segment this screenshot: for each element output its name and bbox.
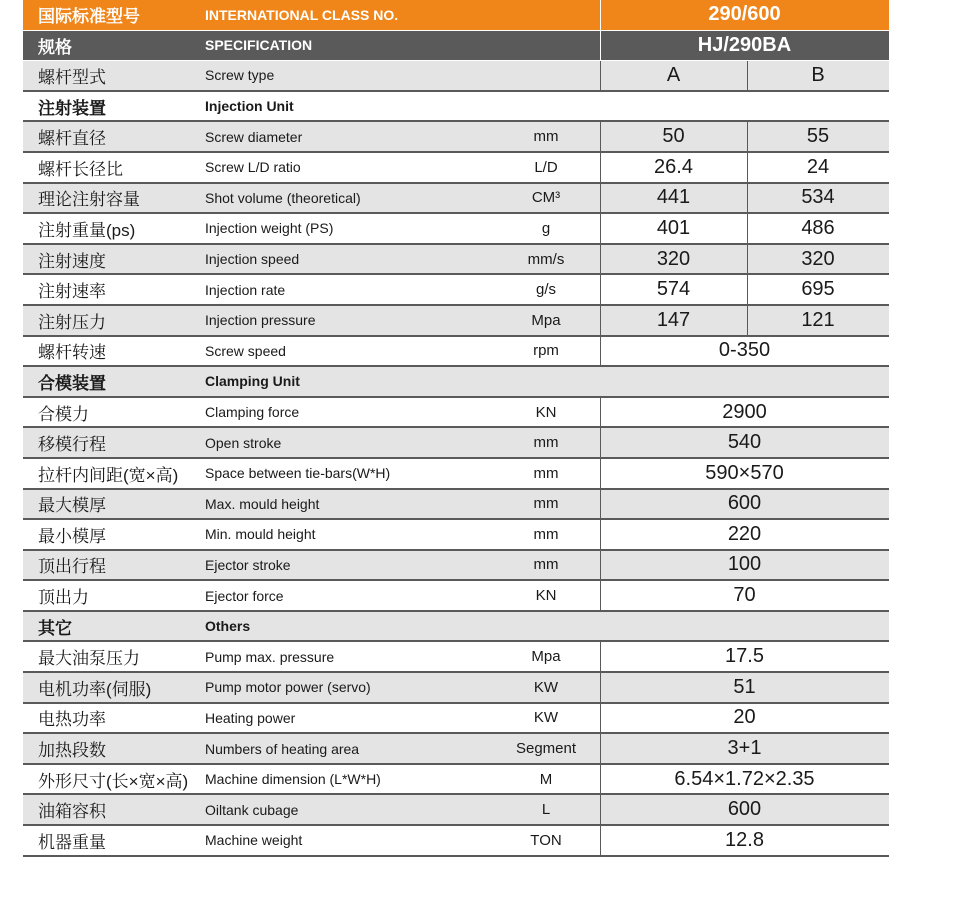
- row-label-en: Machine weight: [205, 832, 303, 849]
- table-row: [23, 214, 889, 245]
- row-value-b: 534: [801, 186, 835, 209]
- row-value-a: 320: [656, 247, 691, 270]
- table-row: [23, 122, 889, 153]
- table-row: [23, 795, 889, 826]
- row-label-cn: 加热段数: [38, 741, 106, 761]
- row-label-cn: 注射速度: [38, 251, 106, 271]
- row-value-b: 695: [801, 278, 835, 301]
- row-label-en: Min. mould height: [205, 526, 316, 543]
- row-label-cn: 顶出行程: [38, 557, 106, 577]
- row-label-en: Numbers of heating area: [205, 740, 360, 757]
- row-unit: L/D: [534, 158, 558, 176]
- row-label-cn: 螺杆型式: [38, 67, 106, 87]
- row-label-en: Screw diameter: [205, 128, 303, 145]
- row-value: 70: [733, 584, 756, 607]
- row-value-a: 401: [656, 216, 691, 239]
- row-value: 600: [727, 492, 762, 515]
- row-value: 220: [727, 522, 762, 545]
- row-label-cn: 移模行程: [38, 435, 106, 455]
- spec-value: HJ/290BA: [697, 33, 792, 56]
- row-value: 100: [727, 553, 762, 576]
- table-row: [23, 765, 889, 796]
- row-value: 12.8: [725, 828, 764, 851]
- row-value: 17.5: [725, 645, 764, 668]
- row-label-en: Space between tie-bars(W*H): [205, 465, 391, 482]
- row-value-a: 50: [662, 125, 685, 148]
- row-unit: Mpa: [531, 648, 561, 666]
- row-label-cn: 注射速率: [38, 282, 106, 302]
- table-row: [23, 642, 889, 673]
- row-unit: KN: [535, 587, 557, 605]
- class-value: 290/600: [708, 3, 781, 26]
- table-row: [23, 398, 889, 429]
- row-label-en: Injection rate: [205, 281, 286, 298]
- row-label-cn: 电热功率: [38, 710, 106, 730]
- header-row-spec: [23, 31, 889, 62]
- row-value: 590×570: [705, 461, 784, 484]
- screw-type-b: B: [811, 63, 825, 86]
- spec-label-en: SPECIFICATION: [205, 37, 313, 54]
- row-label-cn: 注射压力: [38, 312, 106, 332]
- row-label-cn: 螺杆转速: [38, 343, 106, 363]
- row-unit: rpm: [533, 342, 559, 360]
- section-header: [23, 612, 889, 643]
- row-value: 0-350: [718, 339, 771, 362]
- row-unit: mm: [533, 434, 559, 452]
- table-row: [23, 306, 889, 337]
- table-row: [23, 520, 889, 551]
- row-label-cn: 最小模厚: [38, 526, 106, 546]
- row-label-en: Injection speed: [205, 251, 300, 268]
- row-unit: Mpa: [531, 311, 561, 329]
- row-label-cn: 外形尺寸(长×宽×高): [38, 771, 189, 791]
- table-row: [23, 275, 889, 306]
- row-label-en: Screw type: [205, 67, 275, 84]
- table-row: [23, 581, 889, 612]
- row-label-en: Machine dimension (L*W*H): [205, 771, 381, 788]
- row-value-b: 121: [801, 308, 835, 331]
- row-label-en: Heating power: [205, 709, 296, 726]
- row-label-cn: 合模力: [38, 404, 89, 424]
- table-row: [23, 734, 889, 765]
- row-unit: CM³: [531, 189, 561, 207]
- row-value: 6.54×1.72×2.35: [674, 767, 815, 790]
- row-unit: mm: [533, 556, 559, 574]
- section-header: [23, 367, 889, 398]
- table-row: [23, 428, 889, 459]
- row-label-en: Ejector force: [205, 587, 284, 604]
- table-row: [23, 490, 889, 521]
- row-unit: mm: [533, 495, 559, 513]
- header-row-class: [23, 0, 889, 31]
- row-value-b: 24: [806, 155, 830, 178]
- table-row: [23, 704, 889, 735]
- row-label-en: Open stroke: [205, 434, 282, 451]
- row-label-en: Injection weight (PS): [205, 220, 334, 237]
- row-value-a: 26.4: [654, 155, 693, 178]
- row-label-cn: 螺杆长径比: [38, 159, 123, 179]
- table-row: [23, 459, 889, 490]
- row-label-en: Injection pressure: [205, 312, 316, 329]
- screw-type-a: A: [666, 63, 681, 86]
- section-title-en: Others: [205, 618, 251, 635]
- row-label-cn: 注射重量(ps): [38, 220, 136, 240]
- table-row: [23, 245, 889, 276]
- class-label-en: INTERNATIONAL CLASS NO.: [205, 6, 399, 23]
- row-label-cn: 螺杆直径: [38, 129, 106, 149]
- row-label-en: Pump motor power (servo): [205, 679, 371, 696]
- row-value-a: 574: [656, 278, 691, 301]
- row-value: 540: [727, 431, 762, 454]
- row-unit: g/s: [535, 281, 556, 299]
- row-unit: KW: [533, 678, 559, 696]
- section-title-cn: 合模装置: [38, 373, 106, 393]
- table-row: [23, 551, 889, 582]
- row-label-cn: 电机功率(伺服): [38, 679, 152, 699]
- spec-label-cn: 规格: [38, 37, 72, 57]
- table-row: [23, 673, 889, 704]
- row-label-en: Screw L/D ratio: [205, 159, 301, 176]
- row-value: 3+1: [727, 737, 762, 760]
- row-unit: mm: [533, 464, 559, 482]
- row-unit: Segment: [515, 740, 577, 758]
- row-value: 600: [727, 798, 762, 821]
- row-label-en: Ejector stroke: [205, 556, 291, 573]
- table-row: [23, 61, 889, 92]
- row-value: 20: [733, 706, 756, 729]
- spec-table: [23, 0, 889, 857]
- row-unit: TON: [530, 831, 562, 849]
- section-title-cn: 其它: [38, 618, 72, 638]
- section-title-en: Clamping Unit: [205, 373, 300, 390]
- row-label-cn: 顶出力: [38, 588, 89, 608]
- row-label-en: Shot volume (theoretical): [205, 189, 361, 206]
- row-unit: KN: [535, 403, 557, 421]
- row-value: 2900: [722, 400, 767, 423]
- row-value-b: 55: [806, 125, 830, 148]
- row-value: 51: [733, 675, 756, 698]
- section-title-en: Injection Unit: [205, 98, 294, 115]
- row-label-cn: 油箱容积: [38, 802, 106, 822]
- row-unit: mm: [533, 525, 559, 543]
- row-label-cn: 最大油泵压力: [38, 649, 140, 669]
- row-label-cn: 机器重量: [38, 832, 106, 852]
- row-label-en: Oiltank cubage: [205, 801, 299, 818]
- row-label-cn: 拉杆内间距(宽×高): [38, 465, 179, 485]
- row-label-cn: 最大模厚: [38, 496, 106, 516]
- row-unit: L: [541, 801, 551, 819]
- section-header: [23, 92, 889, 123]
- table-row: [23, 153, 889, 184]
- table-row: [23, 337, 889, 368]
- class-label-cn: 国际标准型号: [38, 7, 140, 27]
- row-label-en: Screw speed: [205, 342, 286, 359]
- row-label-en: Clamping force: [205, 404, 300, 421]
- row-label-en: Pump max. pressure: [205, 648, 335, 665]
- row-value-a: 147: [656, 308, 691, 331]
- row-unit: mm/s: [527, 250, 565, 268]
- row-value-a: 441: [656, 186, 691, 209]
- row-label-en: Max. mould height: [205, 495, 320, 512]
- row-unit: M: [539, 770, 553, 788]
- table-row: [23, 184, 889, 215]
- row-unit: mm: [533, 128, 559, 146]
- row-unit: KW: [533, 709, 559, 727]
- row-unit: g: [541, 219, 551, 237]
- row-label-cn: 理论注射容量: [38, 190, 140, 210]
- table-row: [23, 826, 889, 857]
- section-title-cn: 注射装置: [38, 98, 106, 118]
- row-value-b: 486: [801, 216, 835, 239]
- row-value-b: 320: [801, 247, 835, 270]
